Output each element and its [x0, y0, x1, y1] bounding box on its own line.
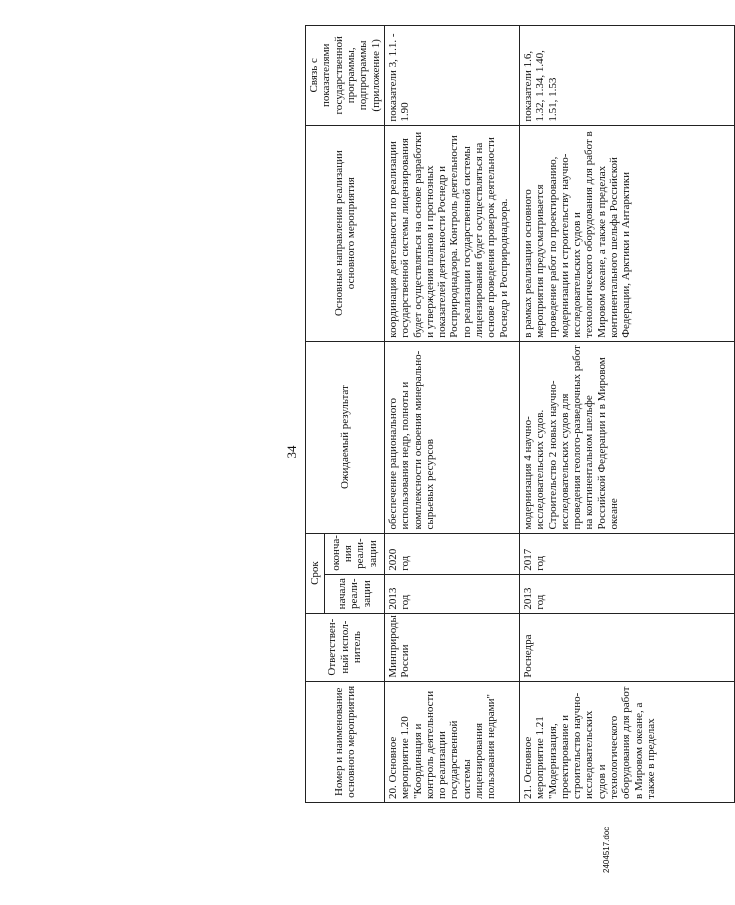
header-link: Связь с показателями государственной программы, подпрограммы (приложение 1) [306, 26, 385, 126]
cell-start: 2013 год [519, 574, 734, 613]
cell-end: 2020 год [384, 533, 519, 574]
cell-number-name: 20. Основное мероприятие 1.20 "Координация и контроль деятельности по реализации государственной системы лицензирования пользования недрами" [384, 681, 519, 802]
footer-filename: 2404517.doc [602, 826, 611, 873]
page-number: 34 [284, 445, 299, 459]
cell-start: 2013 год [384, 574, 519, 613]
cell-end: 2017 год [519, 533, 734, 574]
cell-result: модернизация 4 научно-исследовательских судов. Строительство 2 новых научно-исследовательских судов для проведения геолого-разведочных работ на континентальном шельфе Российской Федерации и в Мировом океане [519, 341, 734, 533]
header-responsible: Ответствен-ный испол-нитель [306, 613, 385, 681]
table-header-row [306, 26, 325, 803]
header-end: оконча-ния реали-зации [325, 533, 385, 574]
cell-directions: координация деятельности по реализации государственной системы лицензирования будет осуществляться на основе разработки и утверждения планов и прогнозных показателей деятельности Роснедр и Росприроднадзора. Контроль деятельности по реализации государственной системы лицензирования будет осуществляться на основе проведения проверок деятельности Роснедр и Росприроднадзора. [384, 125, 519, 341]
header-result: Ожидаемый результат [306, 341, 385, 533]
cell-link: показатели 1.6, 1.32, 1.34, 1.40, 1.51, 1.53 [519, 26, 734, 126]
header-start: начала реали-зации [325, 574, 385, 613]
cell-responsible: Минприроды России [384, 613, 519, 681]
cell-directions: в рамках реализации основного мероприятия предусматривается проведение работ по проектированию, модернизации и строительству научно-исследовательских судов и технологического оборудования для работ в Мировом океане, а также в пределах континентального шельфа Российской Федерации, Арктики и Антарктики [519, 125, 734, 341]
table-row [519, 26, 734, 803]
cell-result: обеспечение рационального использования недр, полноты и комплексности освоения минерально-сырьевых ресурсов [384, 341, 519, 533]
table-row [384, 26, 519, 803]
header-directions: Основные направления реализации основного мероприятия [306, 125, 385, 341]
header-number-name: Номер и наименование основного мероприятия [306, 681, 385, 802]
program-measures-table [305, 25, 735, 803]
header-term: Срок [306, 533, 325, 613]
cell-number-name: 21. Основное мероприятие 1.21 "Модернизация, проектирование и строительство научно-исследовательских судов и технологического оборудования для работ в Мировом океане, а также в пределах [519, 681, 734, 802]
cell-responsible: Роснедра [519, 613, 734, 681]
cell-link: показатели 3, 1.1. - 1.90 [384, 26, 519, 126]
